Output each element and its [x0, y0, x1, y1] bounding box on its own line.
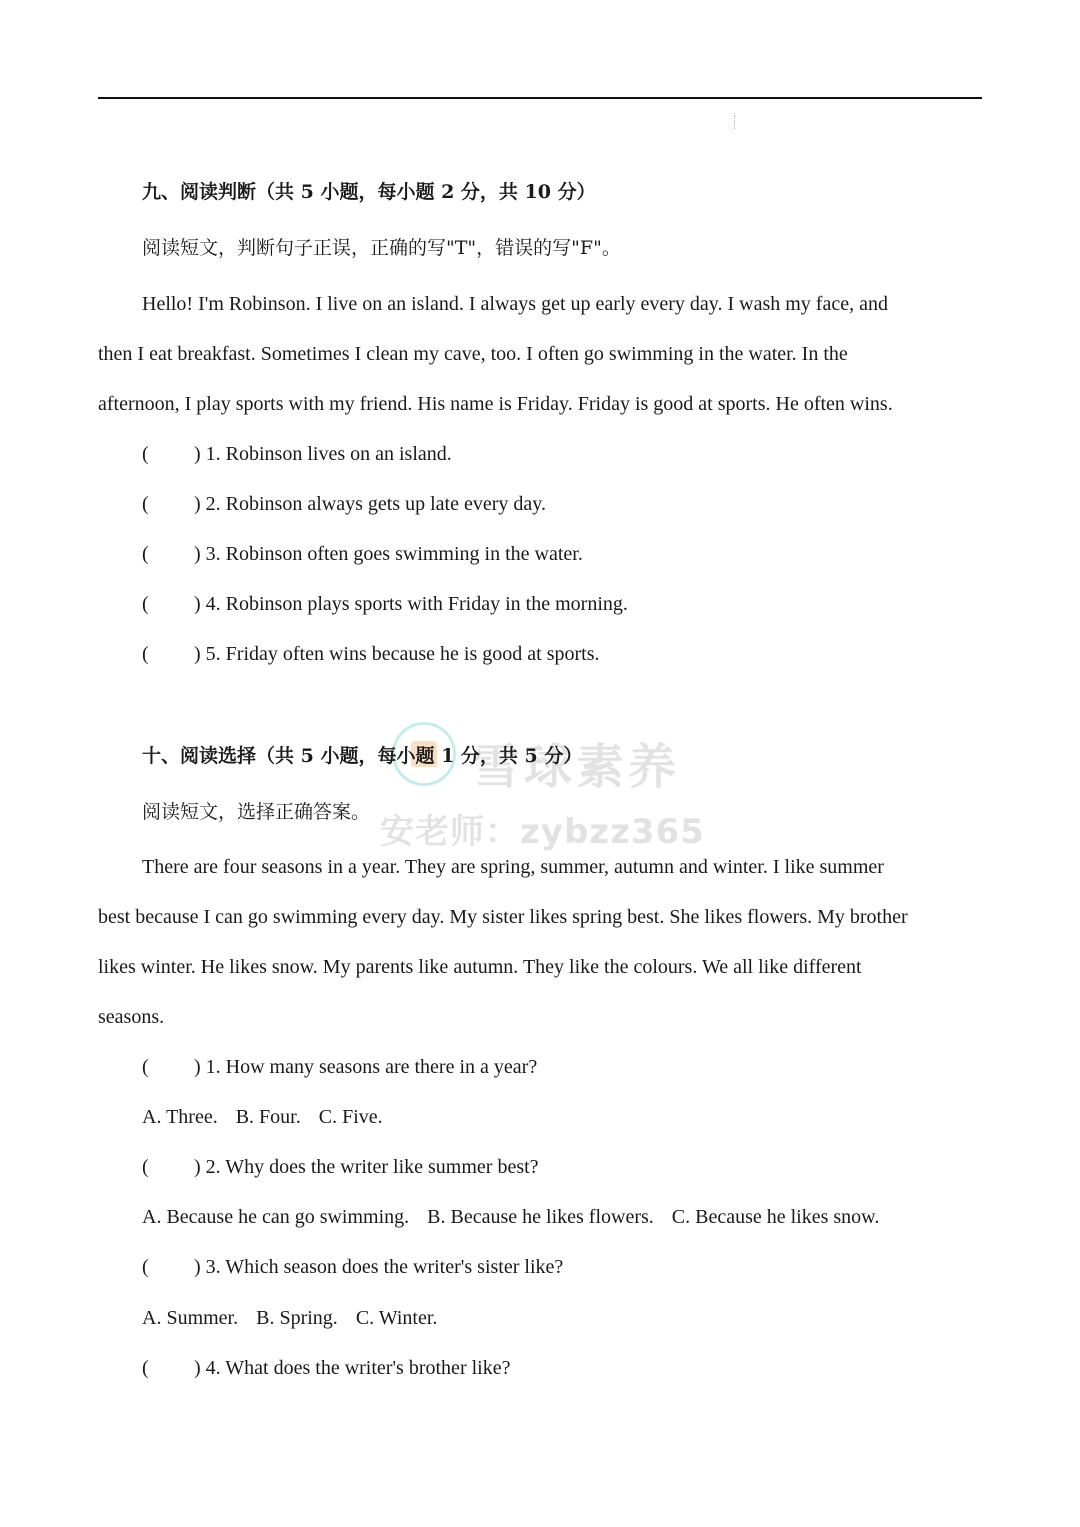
section-10-heading: 十、阅读选择（共 5 小题，每小题 1 分，共 5 分） — [142, 745, 583, 767]
watermark — [380, 718, 720, 858]
section-9-question-2 — [142, 492, 1032, 516]
option-b[interactable]: B. Four. — [235, 1106, 301, 1128]
question-text: ) 1. How many seasons are there in a year? — [194, 1056, 538, 1078]
watermark-brand: 雪球素养 — [472, 739, 681, 795]
section-10-passage-line-4: seasons. — [98, 1006, 165, 1028]
section-9-question-4 — [142, 592, 1032, 616]
section-9-passage-line-1: Hello! I'm Robinson. I live on an island. I always get up early every day. I wash my face, and — [142, 293, 888, 315]
section-10-question-4 — [142, 1356, 1032, 1380]
answer-bracket[interactable]: ( — [142, 443, 149, 465]
section-9-heading: 九、阅读判断（共 5 小题，每小题 2 分，共 10 分） — [142, 181, 596, 203]
section-10-passage-line-1: There are four seasons in a year. They are spring, summer, autumn and winter. I like summer — [142, 856, 884, 878]
answer-bracket[interactable]: ( — [142, 1357, 149, 1379]
option-a[interactable]: A. Because he can go swimming. — [142, 1206, 410, 1228]
section-10-question-3-options — [142, 1306, 1032, 1330]
section-10-question-3 — [142, 1255, 1032, 1279]
watermark-contact: 安老师：zybzz365 — [380, 812, 705, 852]
option-c[interactable]: C. Five. — [318, 1106, 383, 1128]
option-c[interactable]: C. Because he likes snow. — [671, 1206, 880, 1228]
section-10-passage-line-2: best because I can go swimming every day. My sister likes spring best. She likes flowers. My brother — [98, 906, 908, 928]
section-10-instruction: 阅读短文，选择正确答案。 — [142, 801, 371, 823]
section-10-question-2 — [142, 1155, 1032, 1179]
question-text: ) 3. Robinson often goes swimming in the water. — [194, 543, 583, 565]
margin-marker — [734, 115, 735, 129]
section-9-passage-line-2: then I eat breakfast. Sometimes I clean my cave, too. I often go swimming in the water. In the — [98, 343, 848, 365]
section-10-question-2-options — [142, 1205, 1032, 1229]
option-c[interactable]: C. Winter. — [355, 1307, 438, 1329]
answer-bracket[interactable]: ( — [142, 1056, 149, 1078]
section-9-question-5 — [142, 642, 1032, 666]
header-rule — [98, 97, 982, 99]
answer-bracket[interactable]: ( — [142, 1156, 149, 1178]
section-9-instruction: 阅读短文，判断句子正误，正确的写"T"，错误的写"F"。 — [142, 237, 621, 259]
section-9-question-1 — [142, 442, 1032, 466]
question-text: ) 2. Robinson always gets up late every day. — [194, 493, 546, 515]
section-10-question-1-options — [142, 1105, 1032, 1129]
option-b[interactable]: B. Spring. — [256, 1307, 338, 1329]
question-text: ) 4. What does the writer's brother like? — [194, 1357, 511, 1379]
option-b[interactable]: B. Because he likes flowers. — [427, 1206, 654, 1228]
question-text: ) 1. Robinson lives on an island. — [194, 443, 452, 465]
question-text: ) 5. Friday often wins because he is good at sports. — [194, 643, 600, 665]
section-9-question-3 — [142, 542, 1032, 566]
question-text: ) 4. Robinson plays sports with Friday in the morning. — [194, 593, 628, 615]
answer-bracket[interactable]: ( — [142, 643, 149, 665]
section-10-question-1 — [142, 1055, 1032, 1079]
section-9-passage-line-3: afternoon, I play sports with my friend. His name is Friday. Friday is good at sports. He often wins. — [98, 393, 893, 415]
section-10-passage-line-3: likes winter. He likes snow. My parents like autumn. They like the colours. We all like different — [98, 956, 862, 978]
question-text: ) 3. Which season does the writer's sister like? — [194, 1256, 564, 1278]
option-a[interactable]: A. Three. — [142, 1106, 218, 1128]
answer-bracket[interactable]: ( — [142, 543, 149, 565]
answer-bracket[interactable]: ( — [142, 493, 149, 515]
option-a[interactable]: A. Summer. — [142, 1307, 239, 1329]
answer-bracket[interactable]: ( — [142, 1256, 149, 1278]
answer-bracket[interactable]: ( — [142, 593, 149, 615]
question-text: ) 2. Why does the writer like summer best? — [194, 1156, 539, 1178]
